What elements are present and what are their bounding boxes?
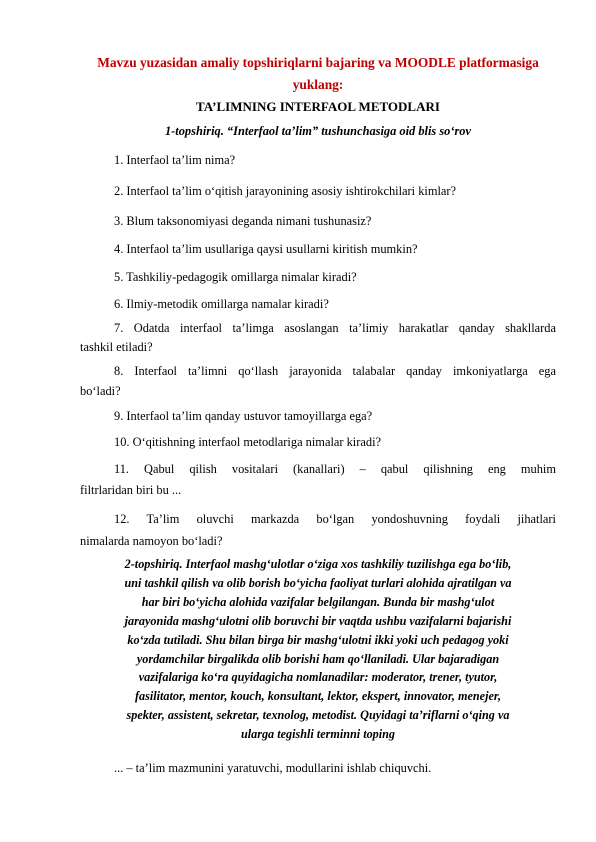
section-title: TA’LIMNING INTERFAOL METODLARI — [196, 99, 440, 114]
assignment-heading-line-1: Mavzu yuzasidan amaliy topshiriqlarni bajaring va MOODLE platformasiga — [97, 55, 539, 70]
assignment-heading-line-2: yuklang: — [292, 77, 344, 92]
question-6: 6. Ilmiy-metodik omillarga namalar kiradi? — [114, 297, 329, 311]
task-2-line: spekter, assistent, sekretar, texnolog, metodist. Quyidagi ta’riflarni o‘qing va — [126, 708, 510, 723]
question-3: 3. Blum taksonomiyasi deganda nimani tushunasiz? — [114, 214, 372, 228]
task-2-line: vazifalariga ko‘ra quyidagicha nomlanadilar: moderator, trener, tyutor, — [138, 670, 498, 685]
task-2-line: uni tashkil qilish va olib borish bo‘yicha faoliyat turlari alohida ajratilgan va — [124, 575, 512, 590]
question-7-line-1: 7. Odatda interfaol ta’limga asoslangan ta’limiy harakatlar qanday shakllarda — [114, 321, 556, 335]
task-2-line: jarayonida mashg‘ulotni olib boruvchi bir vaqtda ushbu vazifalarni bajarishi — [124, 613, 512, 628]
question-8-line-1: 8. Interfaol ta’limni qo‘llash jarayonida talabalar qanday imkoniyatlarga ega — [114, 364, 556, 378]
task-2-line: fasilitator, mentor, kouch, konsultant, lektor, ekspert, innovator, menejer, — [134, 689, 502, 704]
question-11-line-2: filtrlaridan biri bu ... — [80, 483, 182, 497]
task-2-line: 2-topshiriq. Interfaol mashg‘ulotlar o‘ziga xos tashkiliy tuzilishga ega bo‘lib, — [124, 557, 512, 571]
question-12-line-1: 12. Ta’lim oluvchi markazda bo‘lgan yondoshuvning foydali jihatlari — [114, 512, 556, 526]
task-2-line: ko‘zda tutiladi. Shu bilan birga bir mashg‘ulotni ikki yoki uch pedagog yoki — [127, 632, 509, 647]
task-2-line: ularga tegishli terminni toping — [240, 727, 396, 742]
question-2: 2. Interfaol ta’lim o‘qitish jarayonining asosiy ishtirokchilari kimlar? — [114, 184, 457, 198]
question-4: 4. Interfaol ta’lim usullariga qaysi usullarni kiritish mumkin? — [114, 242, 418, 256]
task-2-line: har biri bo‘yicha alohida vazifalar belgilangan. Bunda bir mashg‘ulot — [141, 594, 495, 609]
question-5: 5. Tashkiliy-pedagogik omillarga nimalar kiradi? — [114, 270, 357, 284]
question-11-line-1: 11. Qabul qilish vositalari (kanallari) – qabul qilishning eng muhim — [114, 462, 556, 476]
question-9: 9. Interfaol ta’lim qanday ustuvor tamoyillarga ega? — [114, 409, 373, 423]
task-2-line: yordamchilar birgalikda olib borishi ham qo‘llaniladi. Ular bajaradigan — [136, 651, 500, 666]
task-2-instructions — [86, 555, 550, 744]
question-10: 10. O‘qitishning interfaol metodlariga nimalar kiradi? — [114, 435, 382, 449]
question-12-line-2: nimalarda namoyon bo‘ladi? — [80, 534, 223, 548]
task-2-first-item: ... – ta’lim mazmunini yaratuvchi, modullarini ishlab chiquvchi. — [114, 761, 432, 775]
question-7-line-2: tashkil etiladi? — [80, 340, 153, 354]
assignment-heading — [80, 52, 556, 96]
task-1-heading: 1-topshiriq. “Interfaol ta’lim” tushunchasiga oid blis so‘rov — [164, 124, 472, 138]
question-8-line-2: bo‘ladi? — [80, 384, 121, 398]
question-1: 1. Interfaol ta’lim nima? — [114, 153, 236, 167]
